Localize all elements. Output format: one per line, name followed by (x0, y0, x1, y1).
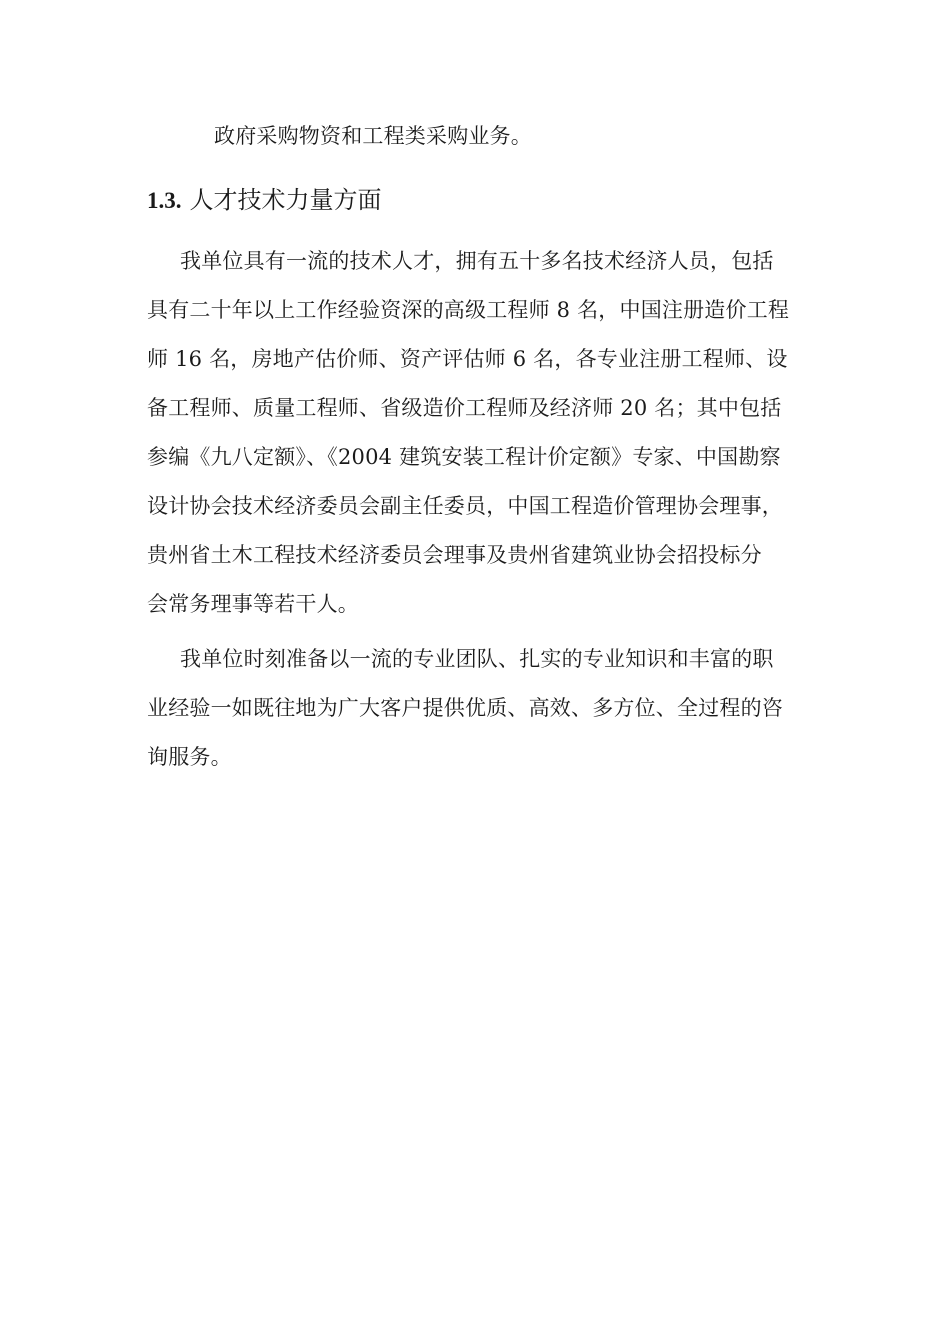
section-number: 1.3. (147, 188, 182, 213)
paragraph-line: 贵州省土木工程技术经济委员会理事及贵州省建筑业协会招投标分 (147, 543, 762, 567)
paragraph-line: 我单位具有一流的技术人才，拥有五十多名技术经济人员，包括 (180, 249, 774, 273)
paragraph-line: 询服务。 (147, 745, 232, 769)
paragraph-line: 会常务理事等若干人。 (147, 592, 359, 616)
paragraph-line: 具有二十年以上工作经验资深的高级工程师 8 名，中国注册造价工程 (147, 298, 790, 322)
paragraph-line: 业经验一如既往地为广大客户提供优质、高效、多方位、全过程的咨 (147, 696, 783, 720)
paragraph-line: 设计协会技术经济委员会副主任委员，中国工程造价管理协会理事， (147, 494, 783, 518)
paragraph-line: 我单位时刻准备以一流的专业团队、扎实的专业知识和丰富的职 (180, 647, 774, 671)
section-heading (147, 184, 382, 217)
continued-text-line: 政府采购物资和工程类采购业务。 (214, 124, 532, 148)
paragraph-line: 备工程师、质量工程师、省级造价工程师及经济师 20 名；其中包括 (147, 396, 782, 420)
paragraph-line: 参编《九八定额》、《2004 建筑安装工程计价定额》专家、中国勘察 (147, 445, 781, 469)
section-title: 人才技术力量方面 (189, 186, 382, 214)
paragraph-line: 师 16 名，房地产估价师、资产评估师 6 名，各专业注册工程师、设 (147, 347, 788, 371)
